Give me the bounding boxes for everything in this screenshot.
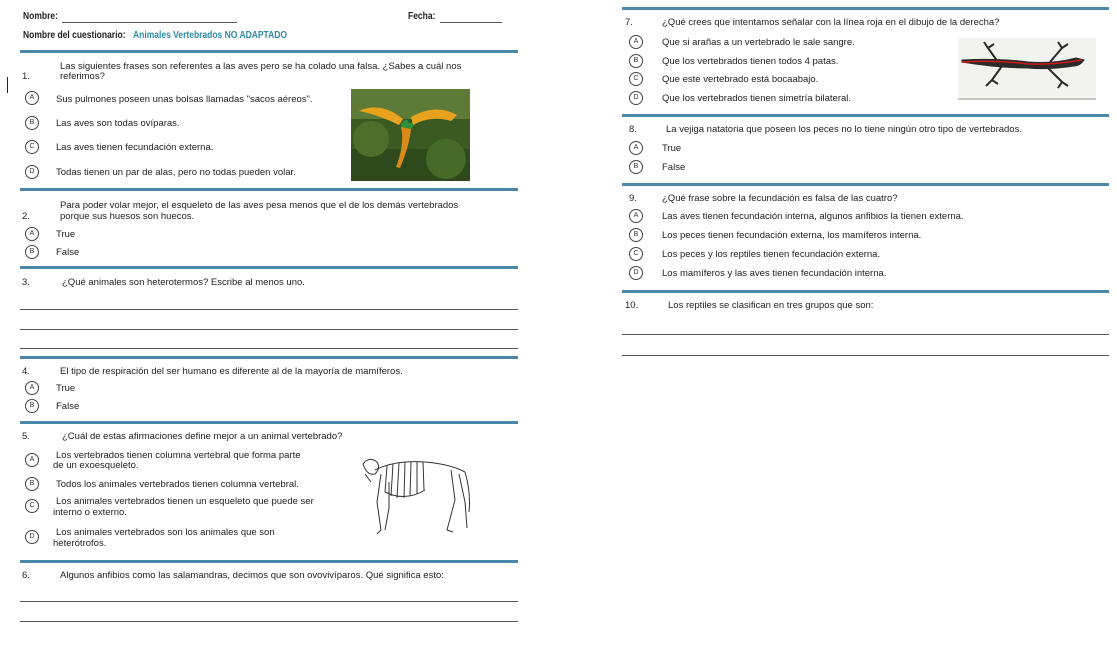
question-text: ¿Qué crees que intentamos señalar con la línea roja en el dibujo de la derecha? <box>662 17 1000 28</box>
date-field[interactable] <box>440 22 502 23</box>
question-number: 6. <box>22 570 30 581</box>
section-divider <box>622 290 1109 293</box>
question-number: 10. <box>625 300 639 311</box>
option-text: Los animales vertebrados son los animales que son <box>56 527 275 538</box>
answer-line[interactable] <box>622 355 1109 356</box>
answer-line[interactable] <box>20 348 518 349</box>
question-number: 7. <box>625 17 633 28</box>
quiz-title: Animales Vertebrados NO ADAPTADO <box>133 30 287 41</box>
answer-line[interactable] <box>20 309 518 310</box>
option-text: False <box>56 401 80 412</box>
option-text: Que los vertebrados tienen simetría bilateral. <box>662 93 852 104</box>
question-number: 5. <box>22 431 30 442</box>
option-letter[interactable]: A <box>629 35 643 49</box>
option-letter[interactable]: B <box>25 245 39 259</box>
option-letter[interactable]: A <box>25 381 39 395</box>
option-letter[interactable]: C <box>629 72 643 86</box>
quiz-name-label: Nombre del cuestionario: <box>23 30 126 41</box>
question-text: ¿Cuál de estas afirmaciones define mejor a un animal vertebrado? <box>62 431 343 442</box>
option-text: Los animales vertebrados tienen un esqueleto que puede ser <box>56 496 314 507</box>
option-text: False <box>56 247 80 258</box>
option-text: Que si arañas a un vertebrado le sale sangre. <box>662 37 855 48</box>
option-letter[interactable]: A <box>629 141 643 155</box>
question-number: 2. <box>22 211 30 222</box>
option-letter[interactable]: C <box>25 140 39 154</box>
answer-line[interactable] <box>20 601 518 602</box>
option-text: de un exoesqueleto. <box>53 460 139 471</box>
question-text: porque sus huesos son huecos. <box>60 211 195 222</box>
section-divider <box>20 50 518 53</box>
option-text: Los mamíferos y las aves tienen fecundación interna. <box>662 268 887 279</box>
option-letter[interactable]: B <box>629 228 643 242</box>
option-text: Todas tienen un par de alas, pero no todas pueden volar. <box>56 167 296 178</box>
section-divider <box>20 560 518 563</box>
section-divider <box>622 7 1109 10</box>
option-text: interno o externo. <box>53 507 127 518</box>
option-letter[interactable]: D <box>629 266 643 280</box>
option-letter[interactable]: A <box>25 227 39 241</box>
option-text: Las aves tienen fecundación interna, algunos anfibios la tienen externa. <box>662 211 964 222</box>
option-letter[interactable]: D <box>25 530 39 544</box>
option-letter[interactable]: D <box>25 165 39 179</box>
option-text: Que los vertebrados tienen todos 4 patas. <box>662 56 839 67</box>
answer-line[interactable] <box>20 621 518 622</box>
option-letter[interactable]: B <box>25 399 39 413</box>
option-text: Los peces y los reptiles tienen fecundación externa. <box>662 249 881 260</box>
skeleton-drawing <box>355 452 473 542</box>
option-letter[interactable]: B <box>25 477 39 491</box>
question-text: ¿Qué frase sobre la fecundación es falsa de las cuatro? <box>662 193 898 204</box>
date-label: Fecha: <box>408 11 436 22</box>
lizard-photo <box>958 38 1096 100</box>
option-letter[interactable]: B <box>629 54 643 68</box>
question-text: Algunos anfibios como las salamandras, decimos que son ovovivíparos. Qué significa esto: <box>60 570 444 581</box>
option-letter[interactable]: A <box>25 91 39 105</box>
question-text: Los reptiles se clasifican en tres grupos que son: <box>668 300 874 311</box>
question-number: 4. <box>22 366 30 377</box>
option-text: True <box>56 383 76 394</box>
answer-line[interactable] <box>20 329 518 330</box>
option-text: Las aves son todas ovíparas. <box>56 118 180 129</box>
answer-line[interactable] <box>622 334 1109 335</box>
name-field[interactable] <box>62 22 237 23</box>
option-letter[interactable]: A <box>25 453 39 467</box>
parrot-photo <box>351 89 470 181</box>
option-text: Las aves tienen fecundación externa. <box>56 142 214 153</box>
option-text: Los peces tienen fecundación externa, los mamíferos interna. <box>662 230 922 241</box>
question-number: 1. <box>22 71 30 82</box>
question-number: 8. <box>629 124 637 135</box>
section-divider <box>20 421 518 424</box>
question-text: Las siguientes frases son referentes a las aves pero se ha colado una falsa. ¿Sabes a cuál nos <box>60 61 462 72</box>
option-letter[interactable]: C <box>25 499 39 513</box>
section-divider <box>20 266 518 269</box>
option-text: True <box>662 143 682 154</box>
option-letter[interactable]: B <box>25 116 39 130</box>
question-text: El tipo de respiración del ser humano es diferente al de la mayoría de mamíferos. <box>60 366 403 377</box>
option-text: Todos los animales vertebrados tienen columna vertebral. <box>56 479 299 490</box>
question-text: La vejiga natatoria que poseen los peces no lo tiene ningún otro tipo de vertebrados. <box>666 124 1022 135</box>
option-letter[interactable]: D <box>629 91 643 105</box>
question-text: ¿Qué animales son heterotermos? Escribe al menos uno. <box>62 277 305 288</box>
option-text: heterótrofos. <box>53 538 107 549</box>
section-divider <box>622 114 1109 117</box>
question-number: 3. <box>22 277 30 288</box>
section-divider <box>20 188 518 191</box>
option-text: False <box>662 162 686 173</box>
section-divider <box>622 183 1109 186</box>
option-text: Que este vertebrado está bocaabajo. <box>662 74 819 85</box>
text-cursor <box>7 77 8 93</box>
section-divider <box>20 356 518 359</box>
option-letter[interactable]: C <box>629 247 643 261</box>
question-text: Para poder volar mejor, el esqueleto de las aves pesa menos que el de los demás vertebrados <box>60 200 459 211</box>
option-text: Los vertebrados tienen columna vertebral que forma parte <box>56 450 301 461</box>
question-number: 9. <box>629 193 637 204</box>
name-label: Nombre: <box>23 11 58 22</box>
option-letter[interactable]: A <box>629 209 643 223</box>
option-text: Sus pulmones poseen unas bolsas llamadas "sacos aéreos". <box>56 94 313 105</box>
question-text: referimos? <box>60 71 105 82</box>
option-text: True <box>56 229 76 240</box>
option-letter[interactable]: B <box>629 160 643 174</box>
